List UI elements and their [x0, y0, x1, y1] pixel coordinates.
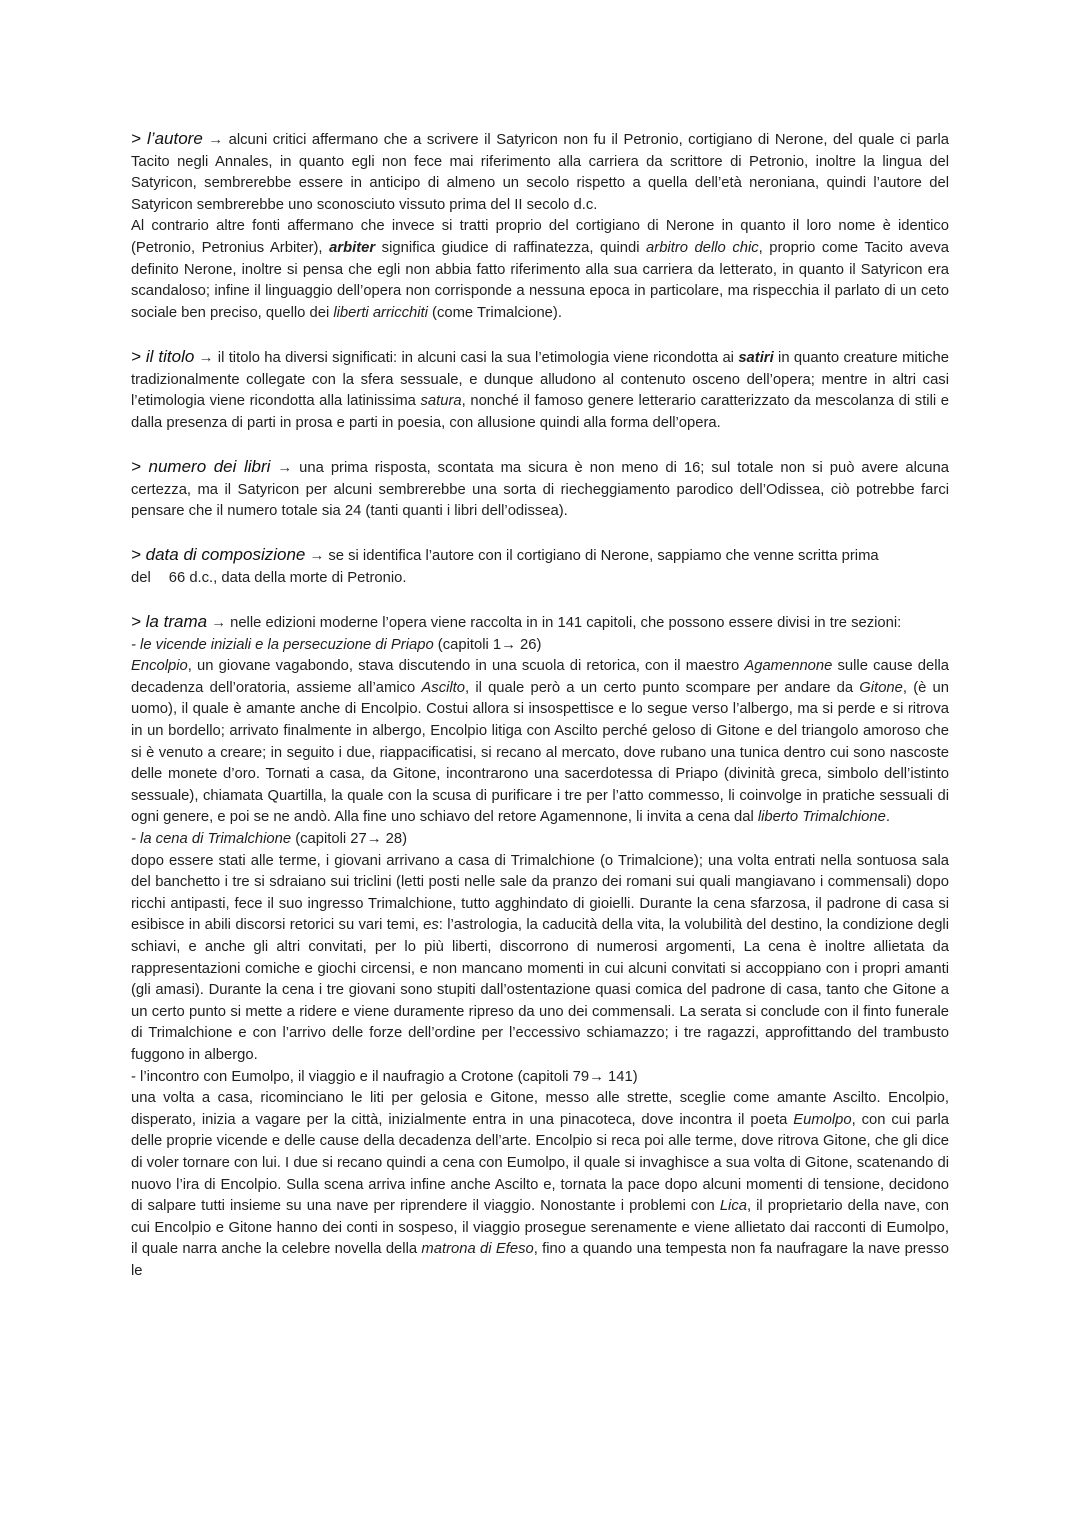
section-autore	[131, 128, 949, 324]
arrow-icon: →	[198, 349, 214, 366]
text: Al contrario altre fonti affermano che invece si tratti proprio del cortigiano di Nerone in quanto il loro nome è identico (Petronio, Petronius Arbiter),	[131, 218, 949, 256]
paragraph-trama-2	[131, 851, 949, 1067]
term-arbitro: arbitro dello chic	[646, 239, 759, 256]
arrow-icon: →	[211, 615, 226, 632]
paragraph-data-2	[131, 568, 949, 590]
paragraph-trama-1	[131, 656, 949, 829]
subheading-text: - la cena di Trimalchione	[131, 831, 292, 847]
name-lica: Lica	[719, 1198, 747, 1215]
text: una volta a casa, ricominciano le liti per gelosia e Gitone, messo alle strette, sceglie come amante Ascilto. Encolpio, disperato, inizia a vagare per la città, inizialmente entra in una pinacoteca, dove incontra il poeta	[131, 1090, 949, 1128]
paragraph-titolo	[131, 346, 949, 434]
text: del	[131, 569, 151, 586]
section-trama	[131, 611, 949, 1282]
paragraph-libri	[131, 456, 949, 523]
paragraph-autore-2	[131, 216, 949, 324]
section-titolo	[131, 346, 949, 434]
text: : l’astrologia, la caducità della vita, la volubilità del destino, la condizione degli schiavi, e anche gli altri convitati, per lo più liberti, discorrono di numerosi argomenti, La cena è inoltre allietata da rappresentazioni comiche e giochi circensi, e non mancano momenti in cui alcuni convitati si accoppiano con i propri amanti (gli amasi). Durante la cena i tre giovani sono stupiti dall’ostentazione quasi comica del padrone di casa, tanto che Gitone a un certo punto si mette a ridere e viene duramente ripreso da uno dei commensali. La serata si conclude con il finto funerale di Trimalchione e con l’arrivo delle forze dell’ordine per l’eccessivo schiamazzo; i tre ragazzi, approfittando del trambusto fuggono in albergo.	[131, 917, 949, 1063]
heading-data: > data di composizione	[131, 545, 306, 565]
name-encolpio: Encolpio	[131, 658, 188, 675]
paragraph-trama-intro	[131, 611, 949, 635]
text: significa giudice di raffinatezza, quindi	[375, 239, 647, 256]
subheading-3: - l’incontro con Eumolpo, il viaggio e il naufragio a Crotone (capitoli 79→ 141)	[131, 1068, 638, 1085]
text: , proprio come Tacito aveva definito Nerone, inoltre si pensa che egli non abbia fatto riferimento alla sua carriera da letterato, in quanto il Satyricon era scandaloso; infine il linguaggio dell’opera non corrisponde a nessuna epoca in particolare, ma rispecchia il parlato di un ceto sociale ben preciso, quello dei	[131, 239, 950, 321]
text: dopo essere stati alle terme, i giovani arrivano a casa di Trimalchione (o Trimalcione); una volta entrati nella sontuosa sala del banchetto i tre si sdraiano sui triclini (letti posti nelle sale da pranzo dei romani sui quali mangiavano i commensali) dopo ricchi antipasti, fece il suo ingresso Trimalchione, tutto agghindato di gioielli. Durante la cena sfarzosa, il padrone di casa si esibisce in abili discorsi retorici su vari temi,	[131, 852, 949, 934]
paragraph-trama-3	[131, 1088, 949, 1282]
chapters: (capitoli 27→ 28)	[291, 831, 408, 847]
abbr-es: es	[423, 917, 439, 934]
text: 66 d.c., data della morte di Petronio.	[168, 569, 407, 586]
name-liberto: liberto Trimalchione	[757, 809, 886, 826]
heading-titolo: > il titolo	[131, 346, 195, 366]
text: , il quale però a un certo punto scompare per andare da	[465, 679, 860, 696]
subheading-2	[131, 829, 949, 851]
subheading-1	[131, 635, 949, 657]
text: alcuni critici affermano che a scrivere il Satyricon non fu il Petronio, cortigiano di Nerone, del quale ci parla Tacito negli Annales, in quanto egli non fece mai riferimento alla carriera da scrittore di Petronio, inoltre la lingua del Satyricon, sembrerebbe essere in anticipo di almeno un secolo rispetto a quella dell’età neroniana, quindi l’autore del Satyricon sembrerebbe uno sconosciuto vissuto prima del II secolo d.c.	[131, 132, 949, 213]
arrow-icon: →	[277, 459, 293, 476]
text: , un giovane vagabondo, stava discutendo in una scuola di retorica, con il maestro	[187, 658, 745, 675]
text: , il proprietario della nave, con cui Encolpio e Gitone hanno dei conti in sospeso, il viaggio prosegue serenamente e viene allietato dai racconti di Eumolpo, il quale narra anche la celebre novella della	[131, 1198, 949, 1258]
section-libri	[131, 456, 949, 523]
text: in quanto creature mitiche tradizionalmente collegate con la sfera sessuale, e dunque alludono al contenuto osceno dell’opera; mentre in altri casi l’etimologia viene ricondotta alla latinissima	[131, 349, 949, 410]
text: una prima risposta, scontata ma sicura è non meno di 16; sul totale non si può avere alcuna certezza, ma il Satyricon per alcuni sembrerebbe una sorta di riecheggiamento parodico dell’Odissea, ciò potrebbe farci pensare che il numero totale sia 24 (tanti quanti i libri dell’odissea).	[131, 459, 949, 520]
section-data	[131, 544, 949, 589]
name-agamennone: Agamennone	[744, 658, 833, 675]
chapters: (capitoli 1→ 26)	[433, 636, 542, 653]
subheading-text: - le vicende iniziali e la persecuzione di Priapo	[131, 636, 434, 653]
term-satiri: satiri	[738, 349, 774, 366]
arrow-icon: →	[208, 132, 224, 148]
heading-trama: > la trama	[131, 612, 208, 632]
text: (come Trimalcione).	[427, 304, 562, 321]
name-ascilto: Ascilto	[421, 679, 466, 696]
paragraph-data-1	[131, 544, 949, 568]
text: se si identifica l’autore con il cortigiano di Nerone, sappiamo che venne scritta prima	[324, 548, 879, 565]
arrow-icon: →	[309, 548, 325, 565]
term-arbiter: arbiter	[329, 239, 376, 256]
text: , nonché il famoso genere letterario caratterizzato da mescolanza di stili e dalla presenza di parti in prosa e parti in poesia, con allusione quindi alla forma dell’opera.	[131, 393, 949, 431]
text: , con cui parla delle proprie vicende e delle cause della decadenza dell’arte. Encolpio si reca poi alle terme, dove ritrova Gitone, che gli dice di voler tornare con lui. I due si recano quindi a cena con Eumolpo, il quale si invaghisce a sua volta di Gitone, scatenando di nuovo l’ira di Encolpio. Sulla scena arriva infine anche Ascilto e, tornata la pace dopo alcuni momenti di tensione, decidono di salpare tutti insieme su una nave per riprendere il viaggio. Nonostante i problemi con	[131, 1111, 949, 1215]
text: sulle cause della decadenza dell’oratoria, assieme all’amico	[131, 658, 949, 696]
text: , (è un uomo), il quale è amante anche di Encolpio. Costui allora si insospettisce e lo segue verso l’albergo, ma si perde e si ritrova in un bordello; arrivato finalmente in albergo, Encolpio litiga con Ascilto perché geloso di Gitone e del triangolo amoroso che si è venuto a creare; in seguito i due, riappacificatisi, si recano al mercato, dove rubano una tunica dentro cui sono nascoste delle monete d’oro. Tornati a casa, da Gitone, incontrarono una sacerdotessa di Priapo (divinità greca, simbolo dell’istinto sessuale), chiamata Quartilla, la quale con la scusa di purificare i tre per l’atto commesso, li coinvolge in pratiche sessuali di ogni genere, e poi se ne andò. Alla fine uno schiavo del retore Agamennone, li invita a cena dal	[131, 679, 949, 826]
text: il titolo ha diversi significati: in alcuni casi la sua l’etimologia viene ricondotta ai	[213, 349, 739, 366]
heading-libri: > numero dei libri	[131, 456, 271, 476]
name-gitone: Gitone	[859, 679, 903, 696]
term-liberti: liberti arricchiti	[333, 304, 428, 321]
text: nelle edizioni moderne l’opera viene raccolta in in 141 capitoli, che possono essere divisi in tre sezioni:	[225, 615, 902, 632]
text: .	[885, 809, 890, 826]
document-page	[131, 128, 949, 1304]
heading-autore: > l’autore	[131, 129, 203, 148]
paragraph-autore-1	[131, 128, 949, 216]
term-satura: satura	[420, 393, 462, 410]
text: , fino a quando una tempesta non fa naufragare la nave presso le	[131, 1241, 949, 1279]
name-matrona: matrona di Efeso	[421, 1241, 534, 1258]
name-eumolpo: Eumolpo	[793, 1111, 852, 1128]
